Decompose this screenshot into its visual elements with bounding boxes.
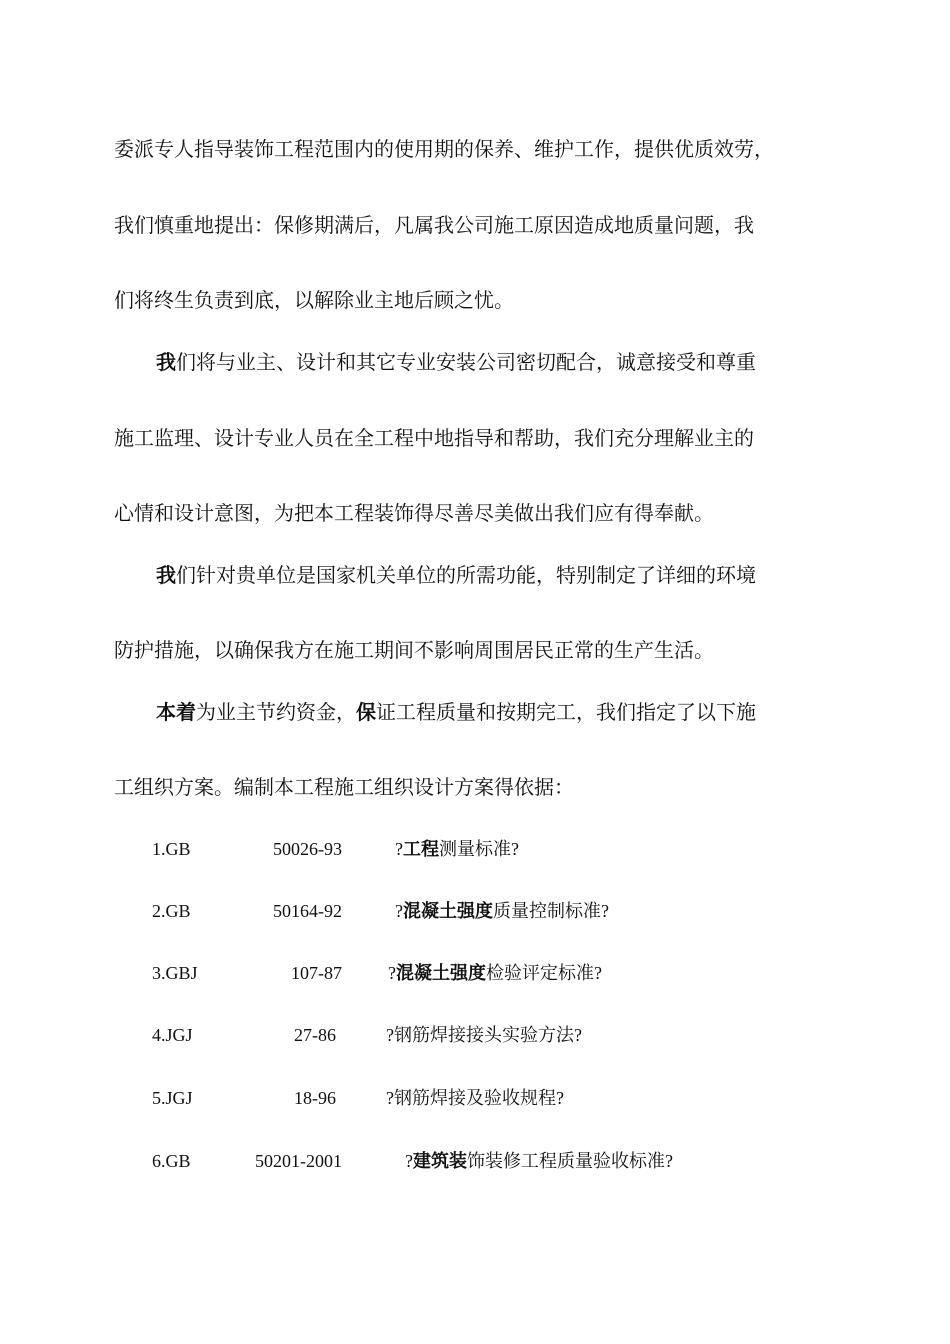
standard-title-rest: 检验评定标准? xyxy=(486,963,602,983)
paragraph-3-line-1-text: 们针对贵单位是国家机关单位的所需功能，特别制定了详细的环境 xyxy=(176,563,756,587)
standard-title xyxy=(386,1024,582,1046)
paragraph-2-line-2: 施工监理、设计专业人员在全工程中地指导和帮助，我们充分理解业主的 xyxy=(114,426,754,450)
standard-title-bold: 工程 xyxy=(403,839,439,859)
standard-number: 27-86 xyxy=(294,1025,336,1045)
paragraph-3-line-2: 防护措施，以确保我方在施工期间不影响周围居民正常的生产生活。 xyxy=(114,638,714,662)
paragraph-2-line-1 xyxy=(156,350,756,374)
paragraph-1-line-3: 们将终生负责到底，以解除业主地后顾之忧。 xyxy=(114,288,514,312)
paragraph-2-line-3: 心情和设计意图，为把本工程装饰得尽善尽美做出我们应有得奉献。 xyxy=(114,501,714,525)
standard-number: 18-96 xyxy=(294,1088,336,1108)
standard-title xyxy=(386,1087,564,1109)
standard-title-rest: 饰装修工程质量验收标准? xyxy=(467,1151,673,1171)
standard-number: 50026-93 xyxy=(273,839,342,859)
standard-code: 5.JGJ xyxy=(152,1088,193,1108)
standard-code: 6.GB xyxy=(152,1151,191,1171)
standard-title xyxy=(395,838,519,860)
standard-code: 3.GBJ xyxy=(152,963,198,983)
paragraph-1-line-1: 委派专人指导装饰工程范围内的使用期的保养、维护工作，提供优质效劳， xyxy=(114,137,774,161)
standard-number: 50164-92 xyxy=(273,901,342,921)
standard-code: 4.JGJ xyxy=(152,1025,193,1045)
paragraph-4-mid: 为业主节约资金， xyxy=(196,700,356,724)
paragraph-1-line-2: 我们慎重地提出：保修期满后，凡属我公司施工原因造成地质量问题，我 xyxy=(114,213,754,237)
standard-code: 2.GB xyxy=(152,901,191,921)
standard-title-bold: 混凝土强度 xyxy=(403,901,493,921)
paragraph-4-line-1-text: 证工程质量和按期完工，我们指定了以下施 xyxy=(376,700,756,724)
standard-title-rest: 测量标准? xyxy=(439,839,519,859)
paragraph-4-lead: 本着 xyxy=(156,700,196,724)
standard-number: 107-87 xyxy=(291,963,342,983)
standard-prefix: ? xyxy=(386,1088,394,1108)
standard-title xyxy=(405,1150,673,1172)
standard-title xyxy=(395,900,609,922)
standard-title-bold: 建筑装 xyxy=(413,1151,467,1171)
standard-title-rest: 质量控制标准? xyxy=(493,901,609,921)
standard-number: 50201-2001 xyxy=(255,1151,342,1171)
standard-prefix: ? xyxy=(395,839,403,859)
paragraph-3-line-1 xyxy=(156,563,756,587)
paragraph-2-lead: 我 xyxy=(156,350,176,374)
standard-title-bold: 混凝土强度 xyxy=(396,963,486,983)
paragraph-4-line-1 xyxy=(156,700,756,724)
standard-prefix: ? xyxy=(405,1151,413,1171)
paragraph-3-lead: 我 xyxy=(156,563,176,587)
standard-prefix: ? xyxy=(388,963,396,983)
standard-prefix: ? xyxy=(386,1025,394,1045)
standard-code: 1.GB xyxy=(152,839,191,859)
standard-title-rest: 钢筋焊接接头实验方法? xyxy=(394,1025,582,1045)
paragraph-2-line-1-text: 们将与业主、设计和其它专业安装公司密切配合，诚意接受和尊重 xyxy=(176,350,756,374)
standard-title xyxy=(388,962,602,984)
standard-title-rest: 钢筋焊接及验收规程? xyxy=(394,1088,564,1108)
paragraph-4-bold: 保 xyxy=(356,700,376,724)
paragraph-4-line-2: 工组织方案。编制本工程施工组织设计方案得依据： xyxy=(114,775,574,799)
standard-prefix: ? xyxy=(395,901,403,921)
